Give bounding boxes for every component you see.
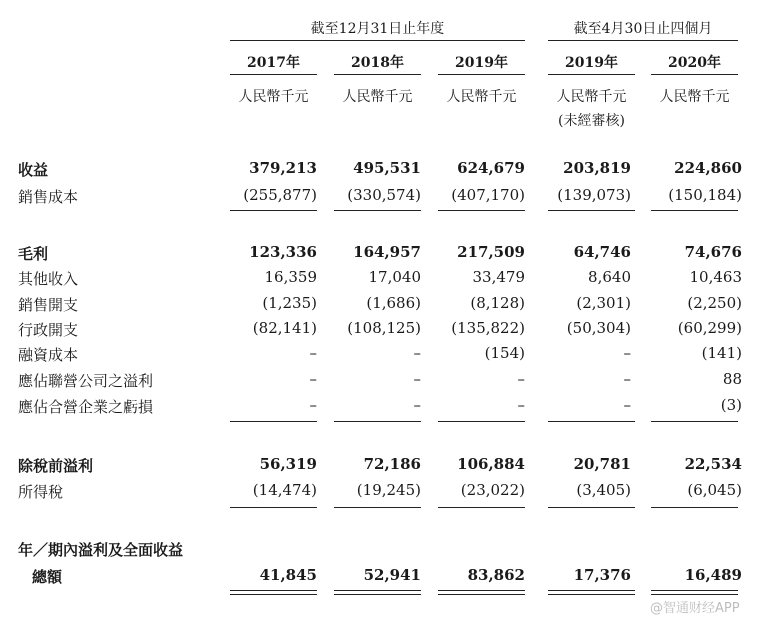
row-label-profit-for-period: 年／期內溢利及全面收益 (18, 541, 184, 559)
subtotal-rule-gross-1 (230, 210, 317, 211)
unaudited-note: (未經審核) (558, 113, 625, 129)
double-rule-top-3 (438, 590, 525, 591)
value-total-2019-4m: 17,376 (573, 566, 631, 584)
watermark: @智通财经APP (650, 601, 740, 616)
value-pbt-2019: 106,884 (457, 455, 525, 473)
value-share-associate-2017: – (309, 370, 317, 388)
row-label-revenue: 收益 (18, 161, 49, 179)
row-label-share-associate: 應佔聯營公司之溢利 (18, 372, 154, 390)
double-rule-bottom-1 (230, 594, 317, 595)
row-label-selling-expenses: 銷售開支 (18, 296, 79, 314)
subtotal-rule-pbt-1 (230, 421, 317, 422)
value-pbt-2017: 56,319 (259, 455, 317, 473)
row-label-profit-before-tax: 除稅前溢利 (18, 457, 94, 475)
value-pbt-2020-4m: 22,534 (684, 455, 742, 473)
row-label-cost-of-sales: 銷售成本 (18, 188, 79, 206)
value-finance-costs-2018: – (413, 344, 421, 362)
value-revenue-2017: 379,213 (249, 159, 317, 177)
year-2017: 2017年 (247, 55, 300, 71)
value-selling-expenses-2019-4m: (2,301) (576, 294, 631, 312)
group-header-year-end: 截至12月31日止年度 (310, 21, 445, 37)
subtotal-rule-gross-5 (651, 210, 738, 211)
value-income-tax-2020-4m: (6,045) (687, 481, 742, 499)
subtotal-rule-total-5 (651, 507, 738, 508)
currency-2020-four-months: 人民幣千元 (659, 89, 730, 105)
subtotal-rule-gross-4 (548, 210, 635, 211)
value-income-tax-2018: (19,245) (356, 481, 421, 499)
value-income-tax-2019: (23,022) (460, 481, 525, 499)
year-2020-four-months: 2020年 (668, 55, 721, 71)
value-share-jv-2018: – (413, 396, 421, 414)
value-finance-costs-2017: – (309, 344, 317, 362)
value-revenue-2019: 624,679 (457, 159, 525, 177)
row-label-share-jv: 應佔合營企業之虧損 (18, 398, 154, 416)
row-label-total: 總額 (32, 568, 63, 586)
value-other-income-2018: 17,040 (368, 268, 421, 286)
row-label-gross-profit: 毛利 (18, 245, 49, 263)
row-label-admin-expenses: 行政開支 (18, 321, 79, 339)
value-other-income-2019: 33,479 (472, 268, 525, 286)
value-finance-costs-2019-4m: – (623, 344, 631, 362)
value-selling-expenses-2018: (1,686) (366, 294, 421, 312)
value-gross-profit-2018: 164,957 (353, 243, 421, 261)
value-selling-expenses-2020-4m: (2,250) (687, 294, 742, 312)
year-2019: 2019年 (455, 55, 508, 71)
group-header-four-months: 截至4月30日止四個月 (573, 21, 713, 37)
double-rule-top-5 (651, 590, 738, 591)
double-rule-top-4 (548, 590, 635, 591)
subtotal-rule-total-1 (230, 507, 317, 508)
row-label-other-income: 其他收入 (18, 270, 79, 288)
value-other-income-2019-4m: 8,640 (588, 268, 631, 286)
value-gross-profit-2019-4m: 64,746 (573, 243, 631, 261)
value-cost-of-sales-2017: (255,877) (243, 186, 317, 204)
row-label-finance-costs: 融資成本 (18, 346, 79, 364)
value-cost-of-sales-2019: (407,170) (451, 186, 525, 204)
value-revenue-2018: 495,531 (353, 159, 421, 177)
value-gross-profit-2019: 217,509 (457, 243, 525, 261)
group-header-year-end-rule (230, 40, 525, 41)
value-pbt-2018: 72,186 (363, 455, 421, 473)
value-total-2019: 83,862 (467, 566, 525, 584)
year-rule-1 (230, 74, 317, 75)
double-rule-top-1 (230, 590, 317, 591)
value-share-jv-2019-4m: – (623, 396, 631, 414)
value-income-tax-2019-4m: (3,405) (576, 481, 631, 499)
value-share-jv-2020-4m: (3) (720, 396, 742, 414)
year-rule-3 (438, 74, 525, 75)
value-share-jv-2017: – (309, 396, 317, 414)
double-rule-bottom-3 (438, 594, 525, 595)
subtotal-rule-gross-3 (438, 210, 525, 211)
subtotal-rule-gross-2 (334, 210, 421, 211)
value-other-income-2017: 16,359 (264, 268, 317, 286)
currency-2019: 人民幣千元 (446, 89, 517, 105)
value-total-2017: 41,845 (259, 566, 317, 584)
subtotal-rule-pbt-4 (548, 421, 635, 422)
value-admin-expenses-2017: (82,141) (252, 319, 317, 337)
value-admin-expenses-2019: (135,822) (451, 319, 525, 337)
value-income-tax-2017: (14,474) (252, 481, 317, 499)
currency-2018: 人民幣千元 (342, 89, 413, 105)
group-header-four-months-rule (548, 40, 738, 41)
value-share-associate-2020-4m: 88 (722, 370, 742, 388)
subtotal-rule-pbt-3 (438, 421, 525, 422)
value-share-associate-2019-4m: – (623, 370, 631, 388)
value-admin-expenses-2018: (108,125) (347, 319, 421, 337)
double-rule-bottom-2 (334, 594, 421, 595)
value-share-associate-2019: – (517, 370, 525, 388)
subtotal-rule-total-4 (548, 507, 635, 508)
value-selling-expenses-2017: (1,235) (262, 294, 317, 312)
value-cost-of-sales-2019-4m: (139,073) (557, 186, 631, 204)
value-share-jv-2019: – (517, 396, 525, 414)
subtotal-rule-pbt-5 (651, 421, 738, 422)
subtotal-rule-total-3 (438, 507, 525, 508)
double-rule-top-2 (334, 590, 421, 591)
year-rule-5 (651, 74, 738, 75)
value-pbt-2019-4m: 20,781 (573, 455, 631, 473)
value-selling-expenses-2019: (8,128) (470, 294, 525, 312)
currency-2017: 人民幣千元 (238, 89, 309, 105)
year-2019-four-months: 2019年 (565, 55, 618, 71)
value-gross-profit-2020-4m: 74,676 (684, 243, 742, 261)
value-admin-expenses-2020-4m: (60,299) (677, 319, 742, 337)
year-rule-2 (334, 74, 421, 75)
year-2018: 2018年 (351, 55, 404, 71)
subtotal-rule-total-2 (334, 507, 421, 508)
double-rule-bottom-4 (548, 594, 635, 595)
value-finance-costs-2019: (154) (484, 344, 525, 362)
subtotal-rule-pbt-2 (334, 421, 421, 422)
double-rule-bottom-5 (651, 594, 738, 595)
value-revenue-2020-4m: 224,860 (674, 159, 742, 177)
value-cost-of-sales-2018: (330,574) (347, 186, 421, 204)
value-total-2020-4m: 16,489 (684, 566, 742, 584)
value-admin-expenses-2019-4m: (50,304) (566, 319, 631, 337)
currency-2019-four-months: 人民幣千元 (556, 89, 627, 105)
value-gross-profit-2017: 123,336 (249, 243, 317, 261)
value-revenue-2019-4m: 203,819 (563, 159, 631, 177)
row-label-income-tax: 所得稅 (18, 483, 64, 501)
value-share-associate-2018: – (413, 370, 421, 388)
value-other-income-2020-4m: 10,463 (689, 268, 742, 286)
value-total-2018: 52,941 (363, 566, 421, 584)
value-cost-of-sales-2020-4m: (150,184) (668, 186, 742, 204)
year-rule-4 (548, 74, 635, 75)
value-finance-costs-2020-4m: (141) (701, 344, 742, 362)
